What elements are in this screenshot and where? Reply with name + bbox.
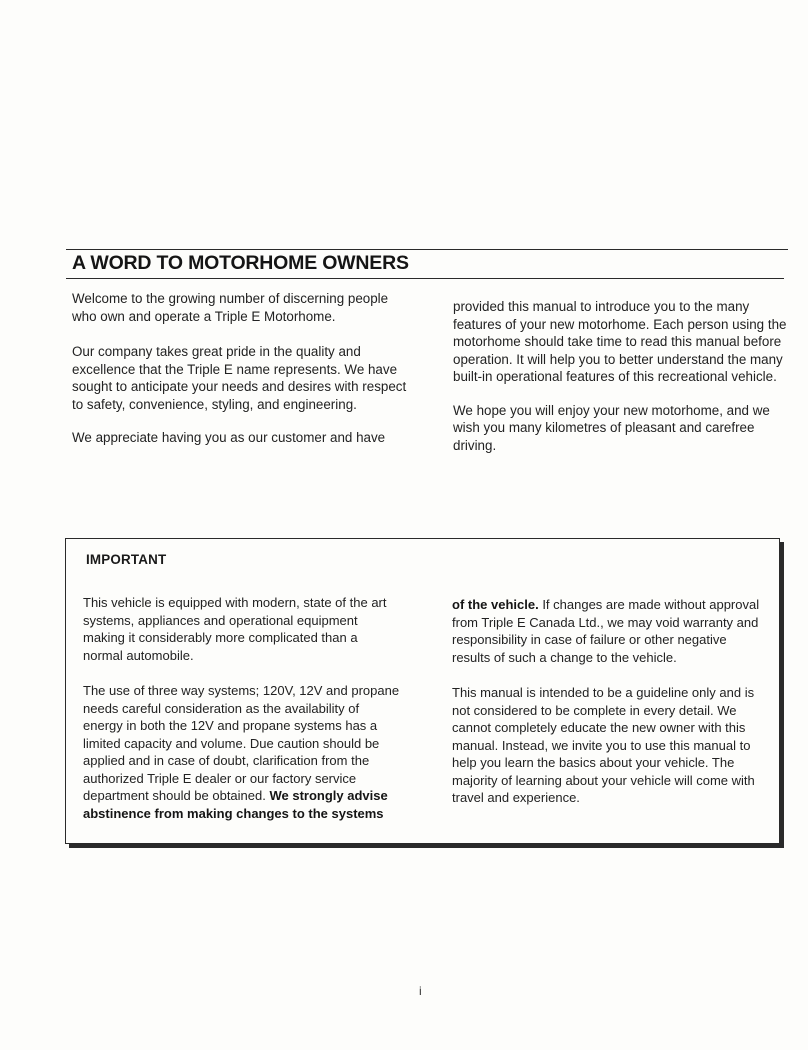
- page-number: i: [419, 984, 422, 998]
- page-title: A WORD TO MOTORHOME OWNERS: [72, 252, 409, 274]
- intro-paragraph: Our company takes great pride in the quality and excellence that the Triple E name represents. We have sought to anticipate your needs and desires with respect to safety, convenience, styling, and engineering.: [72, 344, 407, 412]
- intro-left-column: [72, 290, 407, 447]
- important-label: IMPORTANT: [86, 552, 167, 567]
- important-left-column: [83, 594, 400, 822]
- important-paragraph: This vehicle is equipped with modern, state of the art systems, appliances and operational equipment making it considerably more complicated than a normal automobile.: [83, 595, 387, 663]
- important-paragraph: [452, 596, 768, 666]
- important-paragraph: [83, 682, 400, 822]
- intro-right-column: [453, 298, 789, 454]
- intro-paragraph: provided this manual to introduce you to the many features of your new motorhome. Each person using the motorhome should take time to read this manual before operation. It will help you to better understand the many built-in operational features of this recreational vehicle.: [453, 299, 787, 384]
- intro-paragraph: We hope you will enjoy your new motorhome, and we wish you many kilometres of pleasant and carefree driving.: [453, 402, 770, 453]
- important-emphasis: We strongly advise abstinence from making changes to the systems: [83, 788, 388, 821]
- important-paragraph: This manual is intended to be a guideline only and is not considered to be complete in every detail. We cannot completely educate the new owner with this manual. Instead, we invite you to use this manual to help you learn the basics about your vehicle. The majority of learning about your vehicle will come with travel and experience.: [452, 685, 755, 805]
- important-text: If changes are made without approval from Triple E Canada Ltd., we may void warranty and responsibility in case of failure or other negative results of such a change to the vehicle.: [452, 597, 760, 665]
- important-right-column: [452, 596, 768, 807]
- heading-rule-bottom: [66, 278, 784, 279]
- important-emphasis: of the vehicle.: [452, 597, 539, 612]
- intro-paragraph: We appreciate having you as our customer and have: [72, 430, 386, 445]
- intro-paragraph: Welcome to the growing number of discerning people who own and operate a Triple E Motorhome.: [72, 291, 389, 324]
- important-text: The use of three way systems; 120V, 12V and propane needs careful consideration as the availability of energy in both the 12V and propane systems has a limited capacity and volume. Due caution should be applied and in case of doubt, clarification from the authorized Triple E dealer or our factory service department should be obtained.: [83, 683, 400, 803]
- heading-rule-top: [66, 249, 788, 250]
